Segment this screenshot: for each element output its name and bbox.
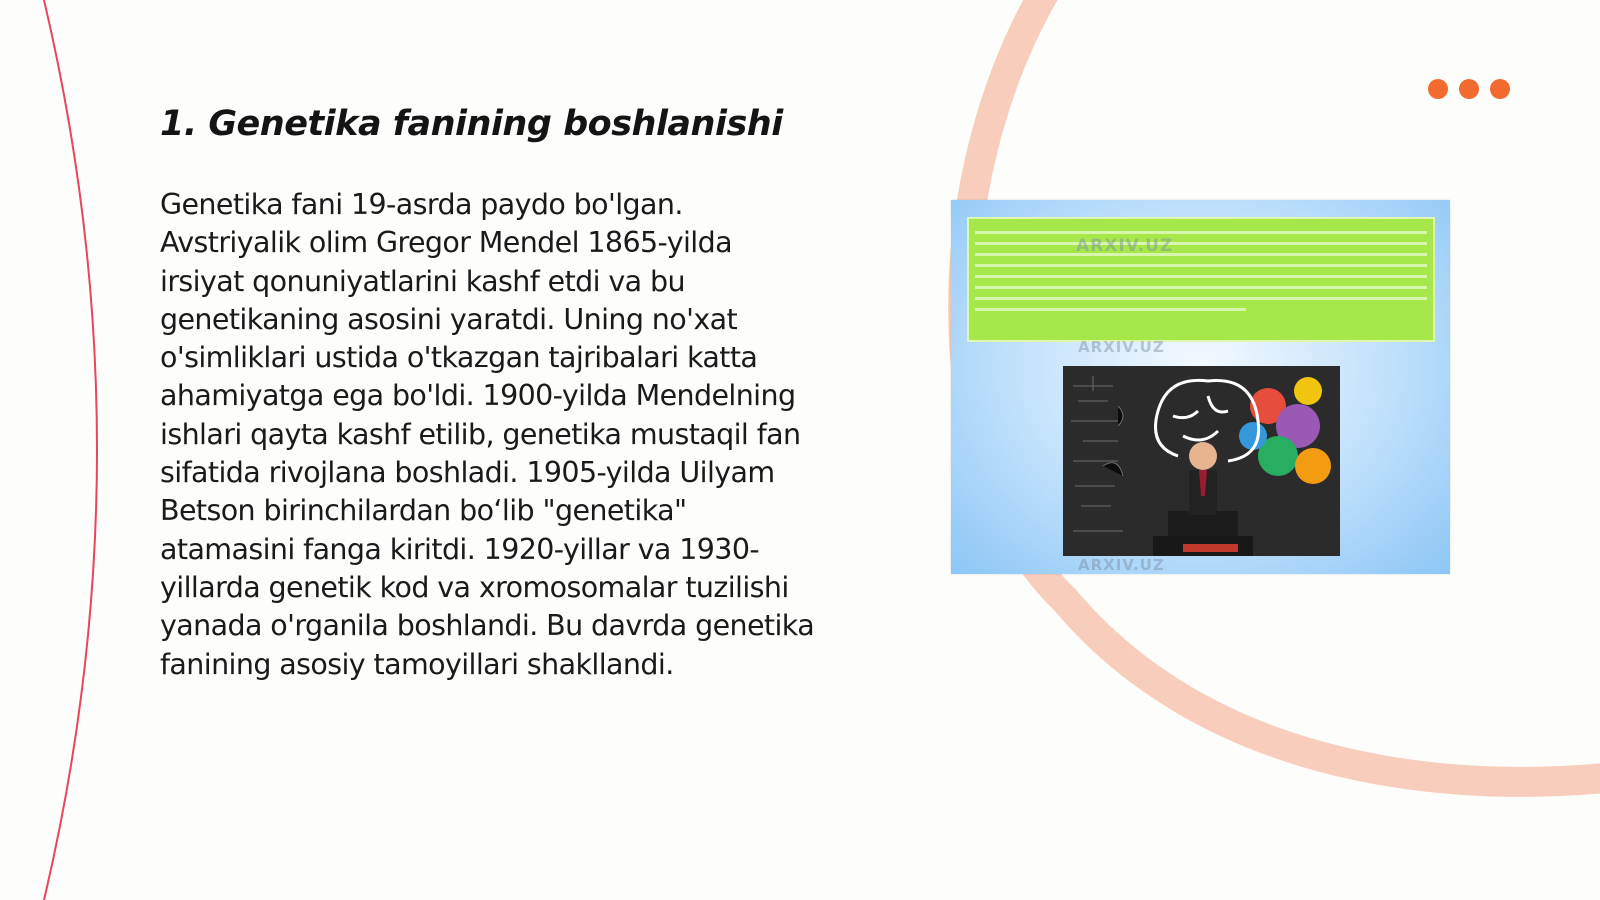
slide-picture (951, 200, 1450, 574)
watermark-text: ARXIV.UZ (1078, 556, 1165, 574)
accent-dots (1428, 79, 1510, 99)
accent-dot (1459, 79, 1479, 99)
watermark-text: ARXIV.UZ (1078, 338, 1165, 356)
left-edge-curve (44, 0, 97, 900)
slide-title: 1. Genetika fanining boshlanishi (160, 104, 783, 144)
illustration-image (1063, 366, 1340, 556)
accent-dot (1490, 79, 1510, 99)
highlighted-text-box (967, 217, 1435, 342)
watermark-text: ARXIV.UZ (1076, 236, 1174, 256)
accent-dot (1428, 79, 1448, 99)
slide-body-text: Genetika fani 19-asrda paydo bo'lgan. Avstriyalik olim Gregor Mendel 1865-yilda irsiyat qonuniyatlarini kashf etdi va bu genetikaning asosini yaratdi. Uning no'xat o'simliklari ustida o'tkazgan tajribalari katta ahamiyatga ega bo'ldi. 1900-yilda Mendelning ishlari qayta kashf etilib, genetika mustaqil fan sifatida rivojlana boshladi. 1905-yilda Uilyam Betson birinchilardan bo‘lib "genetika" atamasini fanga kiritdi. 1920-yillar va 1930-yillarda genetik kod va xromosomalar tuzilishi yanada o'rganila boshlandi. Bu davrda genetika fanining asosiy tamoyillari shakllandi. (160, 188, 815, 681)
